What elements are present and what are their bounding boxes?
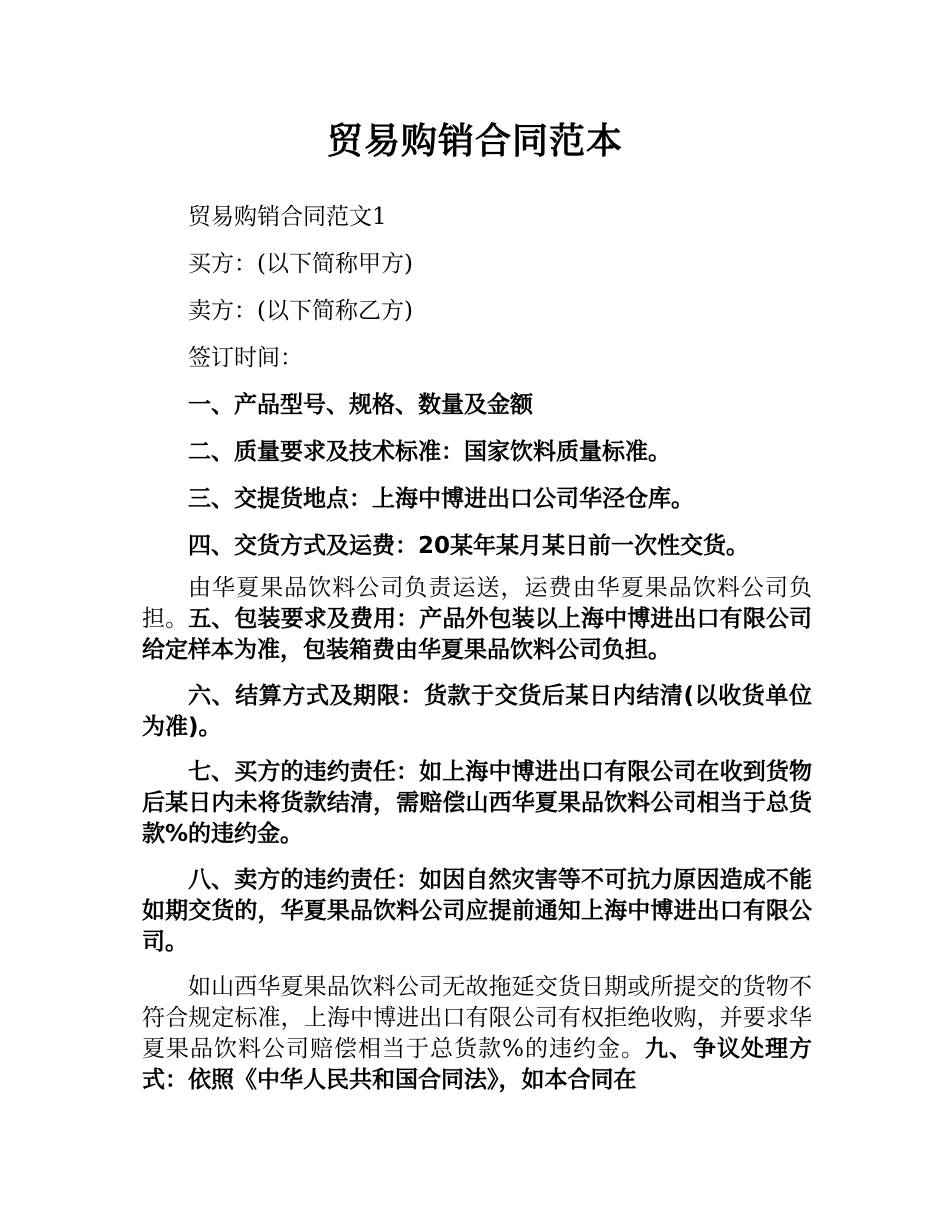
clause-3: 三、交提货地点：上海中博进出口公司华泾仓库。 [188,486,694,512]
buyer-line: 买方：(以下简称甲方) [188,251,413,277]
clause-5: 五、包装要求及费用：产品外包装以上海中博进出口有限公司给定样本为准，包装箱费由华夏果品饮料公司负担。 [142,606,813,663]
delay-paragraph [142,972,812,1096]
clause-7: 七、买方的违约责任：如上海中博进出口有限公司在收到货物后某日内未将货款结清，需赔偿山西华夏果品饮料公司相当于总货款%的违约金。 [142,759,812,847]
seller-line: 卖方：(以下简称乙方) [188,298,413,324]
delay-text: 如山西华夏果品饮料公司无故拖延交货日期或所提交的货物不符合规定标准，上海中博进出口有限公司有权拒绝收购，并要求华夏果品饮料公司赔偿相当于总货款%的违约金。 [142,974,812,1062]
sign-date-line: 签订时间： [188,345,303,371]
clause-9: 九、争议处理方式：依照《中华人民共和国合同法》，如本合同在 [142,1036,813,1093]
clause-4: 四、交货方式及运费：20某年某月某日前一次性交货。 [188,533,750,559]
clause-2: 二、质量要求及技术标准：国家饮料质量标准。 [188,439,671,465]
clause-1: 一、产品型号、规格、数量及金额 [188,392,533,418]
transport-text: 由华夏果品饮料公司负责运送，运费由华夏果品饮料公司负担。 [142,575,812,632]
sample-heading: 贸易购销合同范文1 [188,204,387,230]
document-title: 贸易购销合同范本 [326,121,623,162]
clause-6: 六、结算方式及期限：货款于交货后某日内结清(以收货单位为准)。 [142,683,812,740]
clause-8: 八、卖方的违约责任：如因自然灾害等不可抗力原因造成不能如期交货的，华夏果品饮料公司应提前通知上海中博进出口有限公司。 [142,867,812,955]
transport-paragraph [142,573,812,666]
